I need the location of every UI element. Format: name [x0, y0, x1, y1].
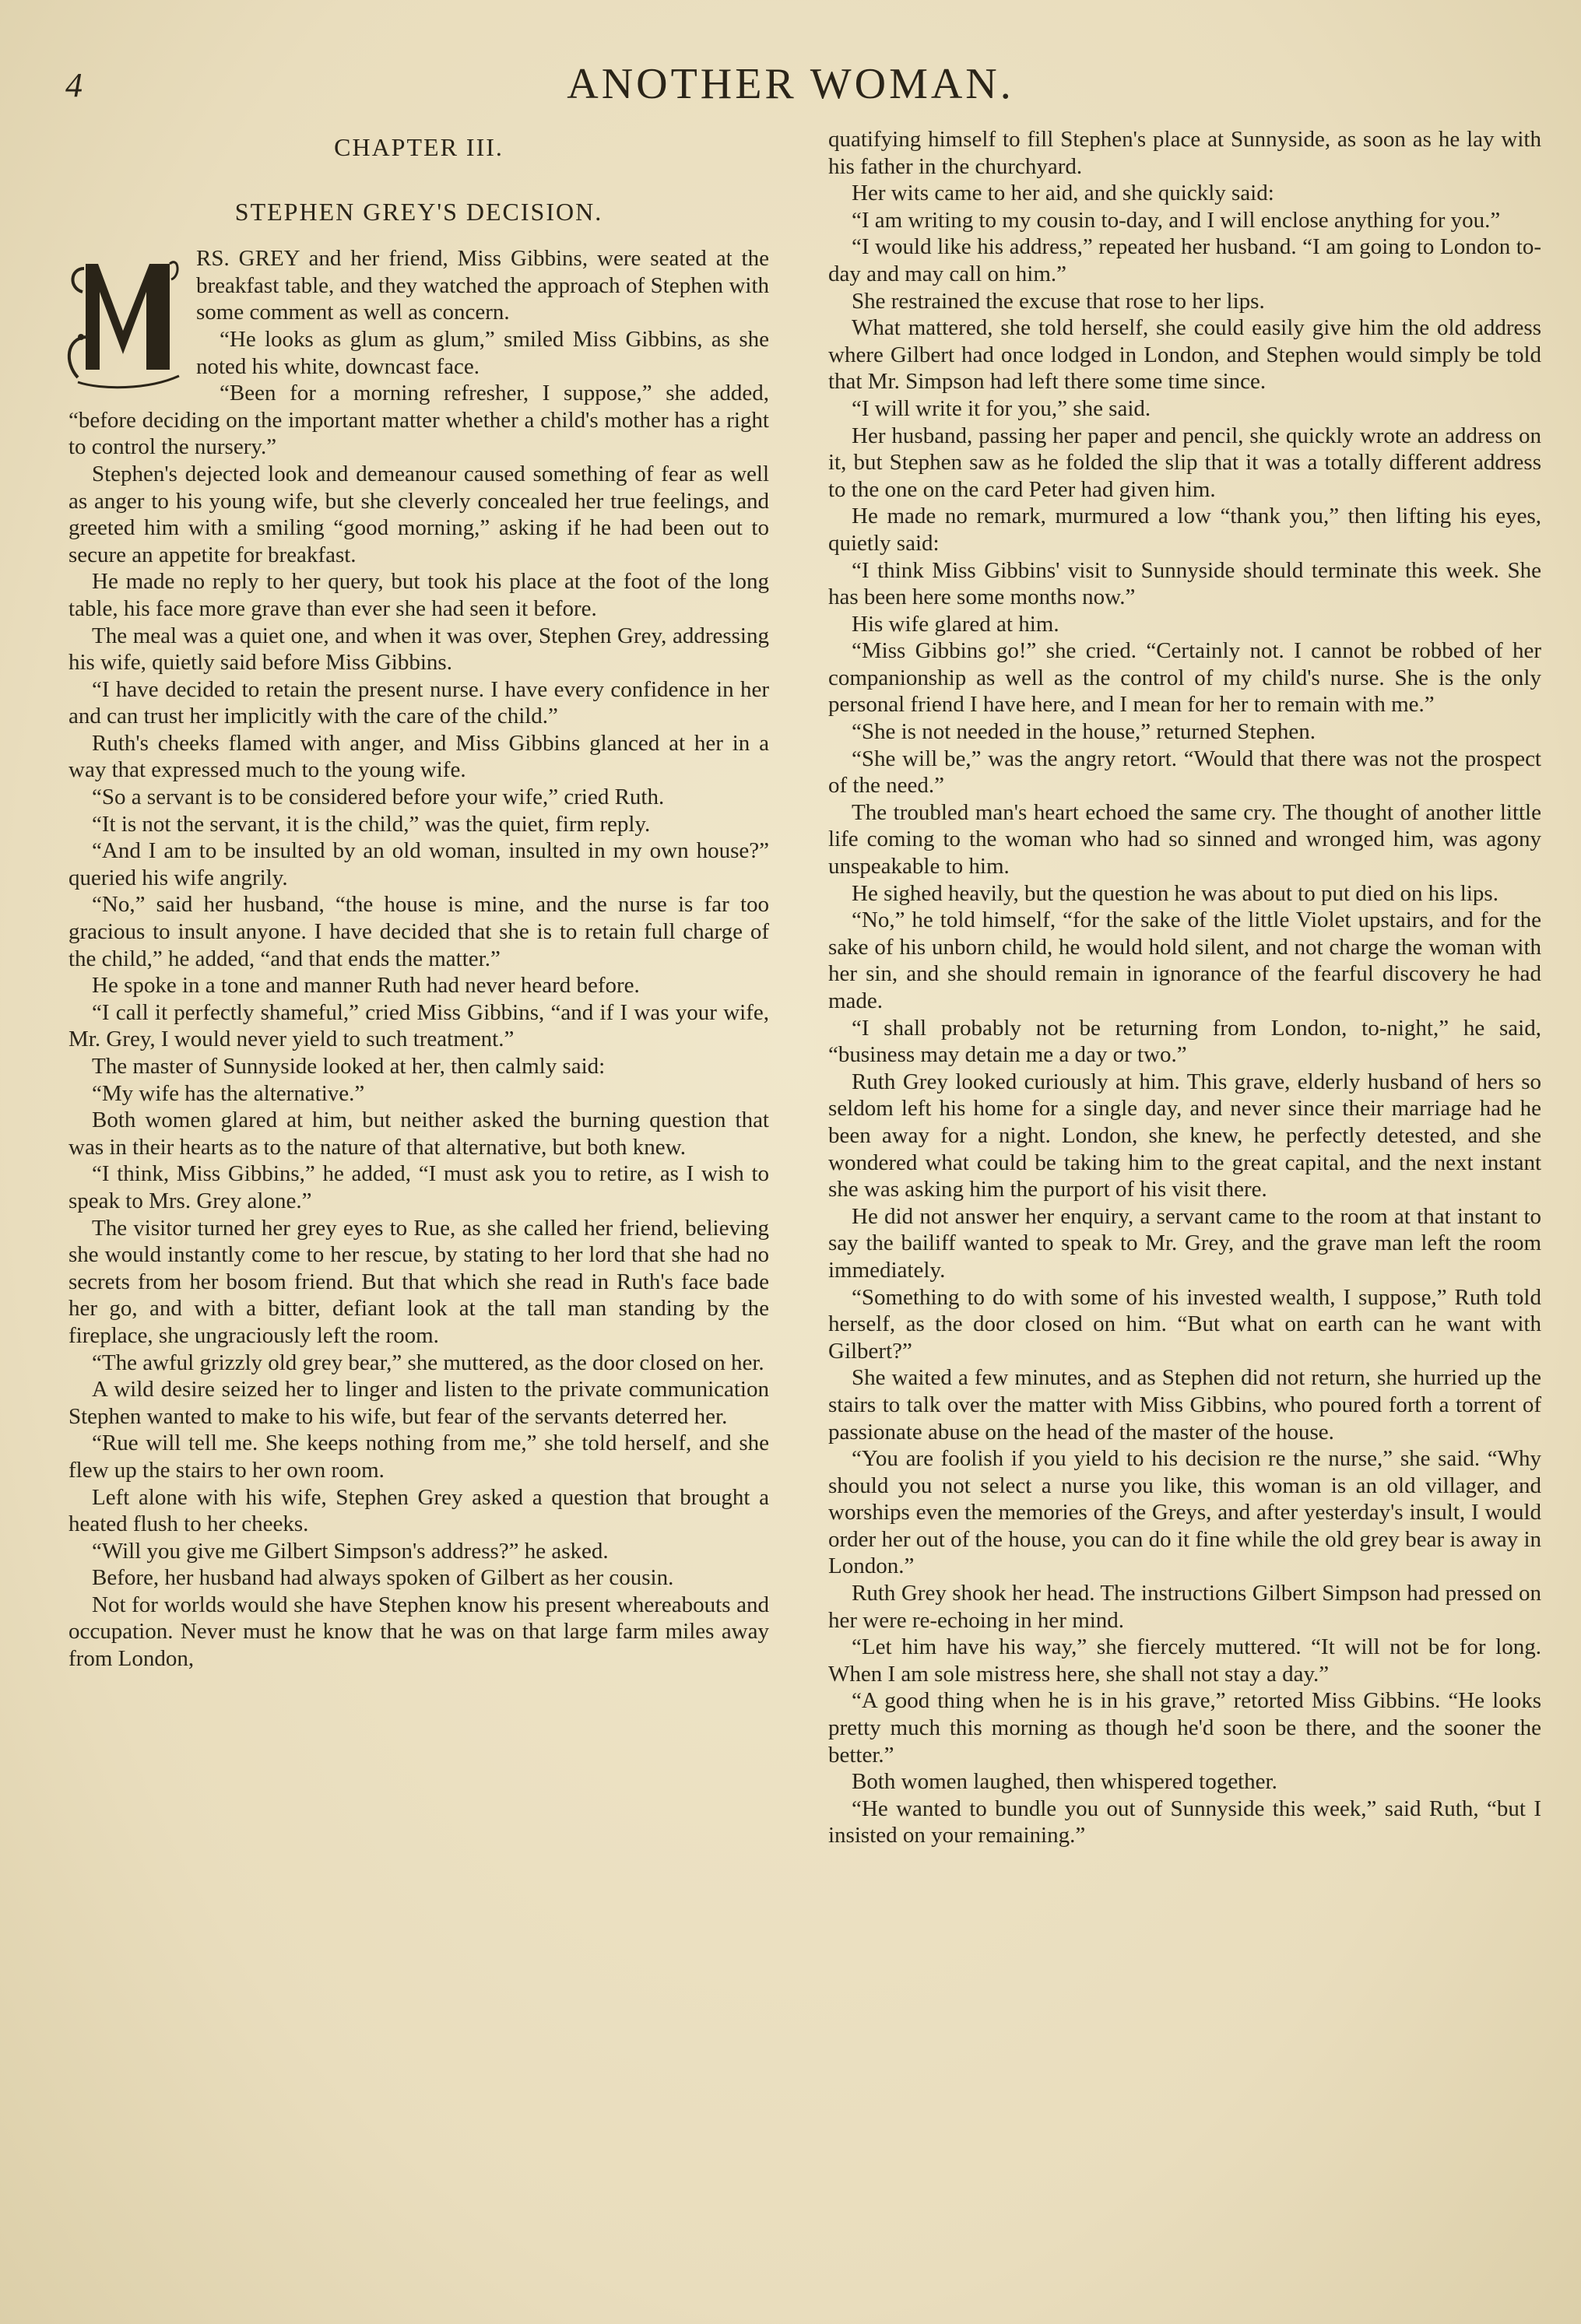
paragraph: The visitor turned her grey eyes to Rue, as she called her friend, believing she would instantly come to her rescue, by stating to her lord that she had no secrets from her bosom friend. But that which she read in Ruth's face bade her go, and with a bitter, defiant look at the tall man standing by the fireplace, she ungraciously left the room.: [69, 1215, 769, 1348]
paragraph: She restrained the excuse that rose to her lips.: [852, 288, 1265, 314]
paragraph: The master of Sunnyside looked at her, then calmly said:: [92, 1054, 606, 1079]
paragraph: His wife glared at him.: [852, 611, 1059, 637]
paragraph: “My wife has the alternative.”: [92, 1080, 365, 1106]
paragraph: “I am writing to my cousin to-day, and I will enclose anything for you.”: [852, 207, 1501, 233]
paragraph: “She is not needed in the house,” returned Stephen.: [852, 719, 1316, 745]
left-column: [69, 126, 769, 1673]
drop-cap-m: [62, 245, 184, 393]
paragraph: “Rue will tell me. She keeps nothing from me,” she told herself, and she flew up the stairs to her own room.: [69, 1431, 769, 1483]
paragraph: Ruth's cheeks flamed with anger, and Miss Gibbins glanced at her in a way that expressed much to the young wife.: [69, 730, 769, 783]
paragraph: “And I am to be insulted by an old woman, insulted in my own house?” queried his wife angrily.: [69, 838, 769, 890]
paragraph: “I think Miss Gibbins' visit to Sunnyside should terminate this week. She has been here some months now.”: [828, 557, 1541, 610]
paragraph: What mattered, she told herself, she could easily give him the old address where Gilbert had once lodged in London, and Stephen would simply be told that Mr. Simpson had left there some time since.: [828, 315, 1541, 395]
paragraph: A wild desire seized her to linger and listen to the private communication Stephen wanted to make to his wife, but fear of the servants deterred her.: [69, 1377, 769, 1429]
paragraph: The meal was a quiet one, and when it was over, Stephen Grey, addressing his wife, quietly said before Miss Gibbins.: [69, 623, 769, 676]
paragraph: “A good thing when he is in his grave,” retorted Miss Gibbins. “He looks pretty much this morning as though he'd soon be there, and the sooner the better.”: [828, 1688, 1541, 1768]
paragraph: Before, her husband had always spoken of Gilbert as her cousin.: [92, 1565, 674, 1591]
paragraph: “Let him have his way,” she fiercely muttered. “It will not be for long. When I am sole mistress here, she shall not stay a day.”: [828, 1634, 1541, 1687]
running-head: ANOTHER WOMAN.: [567, 60, 1014, 108]
paragraph: He made no remark, murmured a low “thank you,” then lifting his eyes, quietly said:: [828, 504, 1541, 556]
paragraph: The troubled man's heart echoed the same cry. The thought of another little life coming to the woman who had so sinned and wronged him, was agony unspeakable to him.: [828, 799, 1541, 879]
paragraph: “No,” said her husband, “the house is mine, and the nurse is far too gracious to insult anyone. I have decided that she is to retain full charge of the child,” he added, “and that ends the matter.”: [69, 892, 769, 971]
paragraph: He spoke in a tone and manner Ruth had never heard before.: [92, 973, 640, 999]
paragraph: “I would like his address,” repeated her husband. “I am going to London to-day and may call on him.”: [828, 234, 1541, 286]
paragraph: He made no reply to her query, but took his place at the foot of the long table, his face more grave than ever she had seen it before.: [69, 569, 769, 621]
left-column-body: [69, 245, 769, 1672]
paragraph: “I think, Miss Gibbins,” he added, “I must ask you to retire, as I wish to speak to Mrs. Grey alone.”: [69, 1161, 769, 1213]
paragraph: “I shall probably not be returning from London, to-night,” he said, “business may detain me a day or two.”: [828, 1015, 1541, 1068]
paragraph: “Will you give me Gilbert Simpson's address?” he asked.: [92, 1538, 609, 1564]
paragraph: Her wits came to her aid, and she quickly said:: [852, 181, 1274, 206]
paragraph: Both women laughed, then whispered together.: [852, 1769, 1277, 1795]
paragraph: “I will write it for you,” she said.: [852, 395, 1151, 421]
paragraph: “Something to do with some of his invested wealth, I suppose,” Ruth told herself, as the door closed on him. “But what on earth can he want with Gilbert?”: [828, 1284, 1541, 1364]
paragraph: Ruth Grey looked curiously at him. This grave, elderly husband of hers so seldom left his home for a single day, and never since their marriage had he been away for a night. London, she knew, he perfectly detested, and she wondered what could be taking him to the great capital, and the next instant she was asking him the purport of his visit there.: [828, 1069, 1541, 1202]
paragraph: Ruth Grey shook her head. The instructions Gilbert Simpson had pressed on her were re-echoing in her mind.: [828, 1581, 1541, 1633]
paragraph: RS. GREY and her friend, Miss Gibbins, were seated at the breakfast table, and they watched the approach of Stephen with some comment as well as concern.: [196, 246, 769, 325]
paragraph: “He wanted to bundle you out of Sunnyside this week,” said Ruth, “but I insisted on your remaining.”: [828, 1796, 1541, 1848]
paragraph: “It is not the servant, it is the child,” was the quiet, firm reply.: [92, 811, 651, 837]
paragraph: “I have decided to retain the present nurse. I have every confidence in her and can trust her implicitly with the care of the child.”: [69, 676, 769, 729]
paragraph: “No,” he told himself, “for the sake of the little Violet upstairs, and for the sake of his unborn child, he would hold silent, and not charge the woman with her sin, and she should remain in ignorance of the fearful discovery he had made.: [828, 907, 1541, 1013]
paragraph: “The awful grizzly old grey bear,” she muttered, as the door closed on her.: [92, 1350, 764, 1375]
paragraph: Her husband, passing her paper and pencil, she quickly wrote an address on it, but Stephen saw as he folded the slip that it was a totally different address to the one on the card Peter had given him.: [828, 423, 1541, 502]
paragraph: Not for worlds would she have Stephen know his present whereabouts and occupation. Never must he know that he was on that large farm miles away from London,: [69, 1592, 769, 1672]
right-column: [828, 126, 1541, 1849]
paragraph: “You are foolish if you yield to his decision re the nurse,” she said. “Why should you not select a nurse you like, this woman is an old villager, and worships even the memories of the Greys, and after yesterday's insult, I would order her out of the house, you can do it fine while the old grey bear is away in London.”: [828, 1446, 1541, 1579]
paragraph: She waited a few minutes, and as Stephen did not return, she hurried up the stairs to talk over the matter with Miss Gibbins, who poured forth a torrent of passionate abuse on the head of the master of the house.: [828, 1365, 1541, 1445]
paragraph: “So a servant is to be considered before your wife,” cried Ruth.: [92, 785, 665, 810]
paragraph: “She will be,” was the angry retort. “Would that there was not the prospect of the need.”: [828, 746, 1541, 799]
ornate-initial-graphic: [62, 245, 184, 393]
paragraph: quatifying himself to fill Stephen's place at Sunnyside, as soon as he lay with his father in the churchyard.: [828, 127, 1541, 179]
paragraph: “Miss Gibbins go!” she cried. “Certainly not. I cannot be robbed of her companionship as well as the control of my child's nurse. She is the only personal friend I have here, and I mean for her to remain with me.”: [828, 638, 1541, 718]
chapter-number: CHAPTER III.: [334, 133, 504, 161]
page-number: 4: [65, 66, 83, 104]
paragraph: Both women glared at him, but neither asked the burning question that was in their hearts as to the nature of that alternative, but both knew.: [69, 1108, 769, 1160]
paragraph: Stephen's dejected look and demeanour caused something of fear as well as anger to his young wife, but she cleverly concealed her true feelings, and greeted him with a smiling “good morning,” asking if he had been out to secure an appetite for breakfast.: [69, 461, 769, 567]
paragraph: “He looks as glum as glum,” smiled Miss Gibbins, as she noted his white, downcast face.: [196, 326, 769, 379]
paragraph: “I call it perfectly shameful,” cried Miss Gibbins, “and if I was your wife, Mr. Grey, I would never yield to such treatment.”: [69, 999, 769, 1052]
paragraph: Left alone with his wife, Stephen Grey asked a question that brought a heated flush to her cheeks.: [69, 1484, 769, 1537]
paragraph: He did not answer her enquiry, a servant came to the room at that instant to say the bailiff wanted to speak to Mr. Grey, and the grave man left the room immediately.: [828, 1203, 1541, 1283]
chapter-title: STEPHEN GREY'S DECISION.: [234, 197, 603, 226]
paragraph: He sighed heavily, but the question he was about to put died on his lips.: [852, 880, 1498, 906]
paragraph: “Been for a morning refresher, I suppose,” she added, “before deciding on the important matter whether a child's mother has a right to control the nursery.”: [69, 381, 769, 460]
right-column-body: [828, 126, 1541, 1849]
